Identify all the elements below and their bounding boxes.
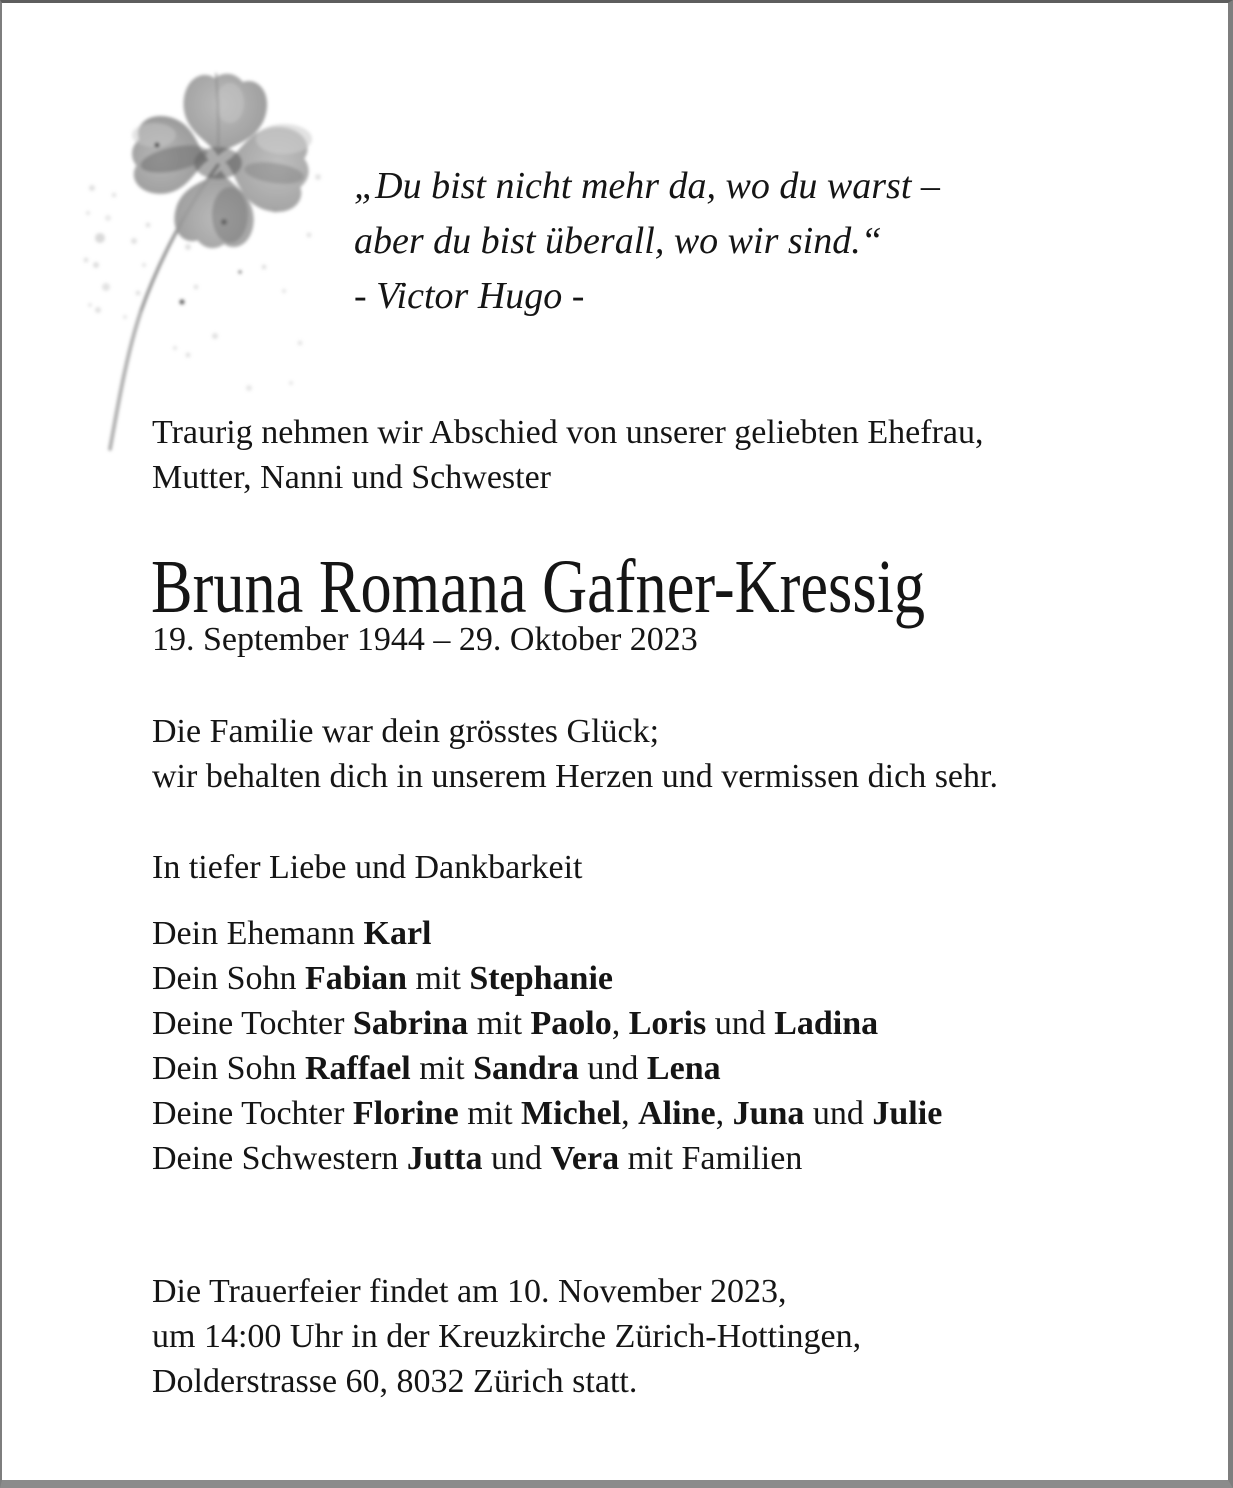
memorial-quote: [354, 159, 940, 324]
family-line-husband: [152, 911, 1172, 956]
family-member-name: Karl: [363, 915, 432, 952]
text-segment: Dein Ehemann: [152, 915, 364, 952]
text-segment: mit: [458, 1095, 522, 1132]
funeral-details: [152, 1269, 1152, 1404]
family-line-daughter-florine: [152, 1091, 1172, 1136]
text-segment: Dein Sohn: [152, 960, 305, 997]
closing-line: In tiefer Liebe und Dankbarkeit: [152, 849, 583, 886]
family-member-name: Paolo: [530, 1005, 612, 1042]
family-member-name: Michel: [521, 1095, 622, 1132]
text-line: Die Familie war dein grösstes Glück;: [152, 713, 660, 750]
text-line: um 14:00 Uhr in der Kreuzkirche Zürich-Hottingen,: [152, 1318, 862, 1355]
text-segment: mit: [410, 1050, 474, 1087]
family-member-name: Aline: [638, 1095, 716, 1132]
family-member-name: Ladina: [774, 1005, 879, 1042]
text-line: Dolderstrasse 60, 8032 Zürich statt.: [152, 1363, 638, 1400]
family-line-sisters: [152, 1136, 1172, 1181]
family-member-name: Jutta: [406, 1140, 483, 1177]
intro-text: [152, 410, 1152, 500]
text-segment: mit: [468, 1005, 531, 1042]
text-segment: Dein Sohn: [152, 1050, 305, 1087]
family-member-name: Loris: [628, 1005, 707, 1042]
text-segment: mit: [407, 960, 470, 997]
family-member-name: Sabrina: [352, 1005, 469, 1042]
text-segment: und: [578, 1050, 647, 1087]
family-member-name: Fabian: [305, 960, 408, 997]
text-line: Traurig nehmen wir Abschied von unserer geliebten Ehefrau,: [152, 414, 984, 451]
text-segment: Deine Tochter: [152, 1005, 353, 1042]
family-member-name: Stephanie: [469, 960, 613, 997]
family-list: [152, 911, 1172, 1181]
text-line: „Du bist nicht mehr da, wo du warst –: [354, 165, 940, 207]
text-segment: ,: [621, 1095, 639, 1132]
text-line: wir behalten dich in unserem Herzen und vermissen dich sehr.: [152, 758, 998, 795]
text-segment: ,: [715, 1095, 733, 1132]
text-segment: und: [482, 1140, 551, 1177]
family-member-name: Raffael: [305, 1050, 411, 1087]
family-line-daughter-sabrina: [152, 1001, 1172, 1046]
deceased-name: Bruna Romana Gafner-Kressig: [151, 545, 926, 629]
text-line: - Victor Hugo -: [354, 275, 585, 317]
family-line-son-fabian: [152, 956, 1172, 1001]
life-dates: 19. September 1944 – 29. Oktober 2023: [152, 621, 698, 658]
text-line: Die Trauerfeier findet am 10. November 2023,: [152, 1273, 787, 1310]
text-line: Mutter, Nanni und Schwester: [152, 459, 552, 496]
family-member-name: Florine: [352, 1095, 459, 1132]
text-segment: mit Familien: [619, 1140, 803, 1177]
clover-watercolor-image: [78, 55, 342, 455]
text-segment: Deine Schwestern: [152, 1140, 407, 1177]
family-member-name: Lena: [646, 1050, 721, 1087]
family-line-son-raffael: [152, 1046, 1172, 1091]
family-member-name: Julie: [872, 1095, 943, 1132]
family-member-name: Sandra: [473, 1050, 579, 1087]
text-segment: und: [804, 1095, 873, 1132]
text-line: aber du bist überall, wo wir sind.“: [354, 220, 882, 262]
text-segment: Deine Tochter: [152, 1095, 353, 1132]
text-segment: und: [706, 1005, 775, 1042]
family-member-name: Juna: [732, 1095, 805, 1132]
tribute-text: [152, 709, 1172, 799]
family-member-name: Vera: [550, 1140, 620, 1177]
text-segment: ,: [611, 1005, 629, 1042]
